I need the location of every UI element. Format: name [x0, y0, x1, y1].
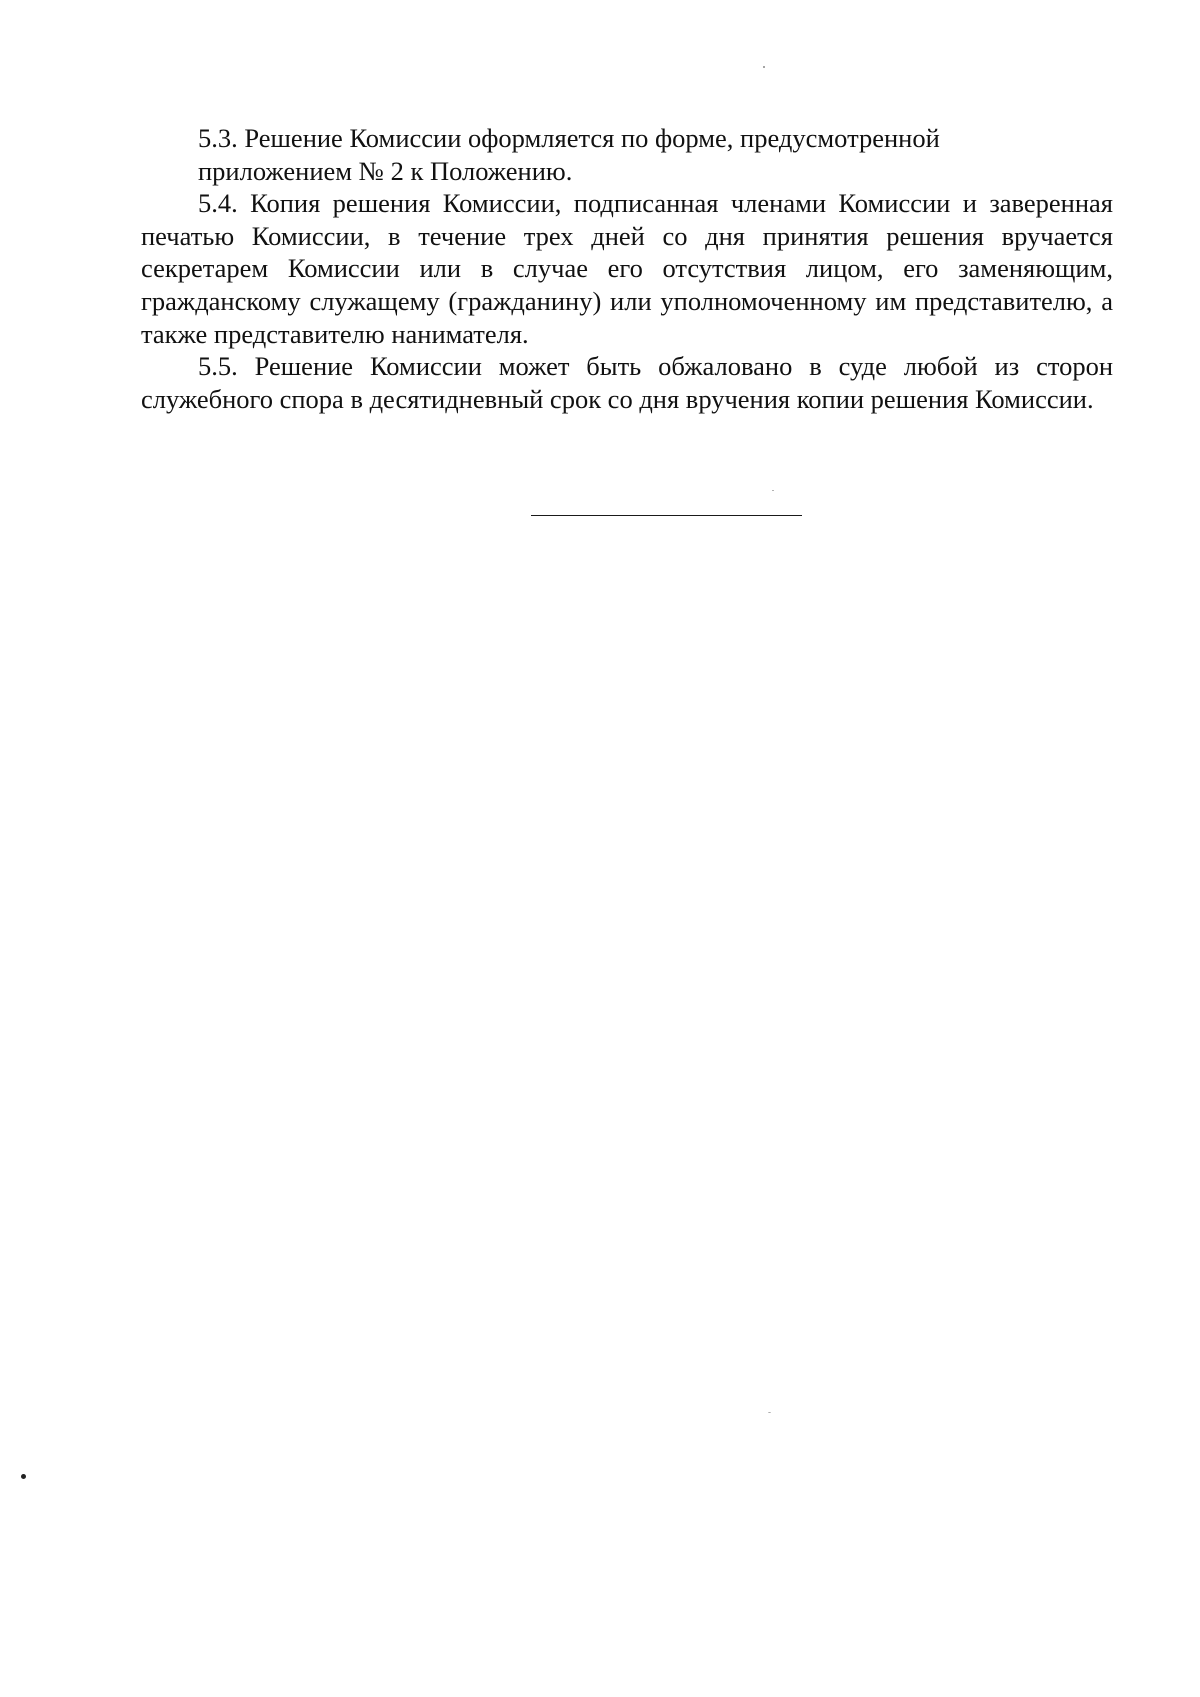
document-body: [141, 122, 1113, 415]
paragraph-5-5: 5.5. Решение Комиссии может быть обжаловано в суде любой из сторон служебного спора в десятидневный срок со дня вручения копии решения Комиссии.: [141, 351, 1113, 414]
paragraph-5-3: [141, 122, 1113, 187]
scan-speck: [763, 66, 765, 68]
paragraph-5-4: 5.4. Копия решения Комиссии, подписанная членами Комиссии и заверенная печатью Комиссии, в течение трех дней со дня принятия решения вручается секретарем Комиссии или в случае его отсутствия лицом, его заменяющим, гражданскому служащему (гражданину) или уполномоченному им представителю, а также представителю нанимателя.: [141, 188, 1113, 349]
scan-speck: [772, 490, 774, 491]
end-divider-line: [531, 515, 802, 516]
scan-speck: [768, 1412, 771, 1413]
paragraph-5-3-line-2: приложением № 2 к Положению.: [198, 155, 573, 186]
paragraph-5-3-line-1: 5.3. Решение Комиссии оформляется по форме, предусмотренной: [198, 123, 940, 153]
scan-speck: [21, 1474, 26, 1479]
